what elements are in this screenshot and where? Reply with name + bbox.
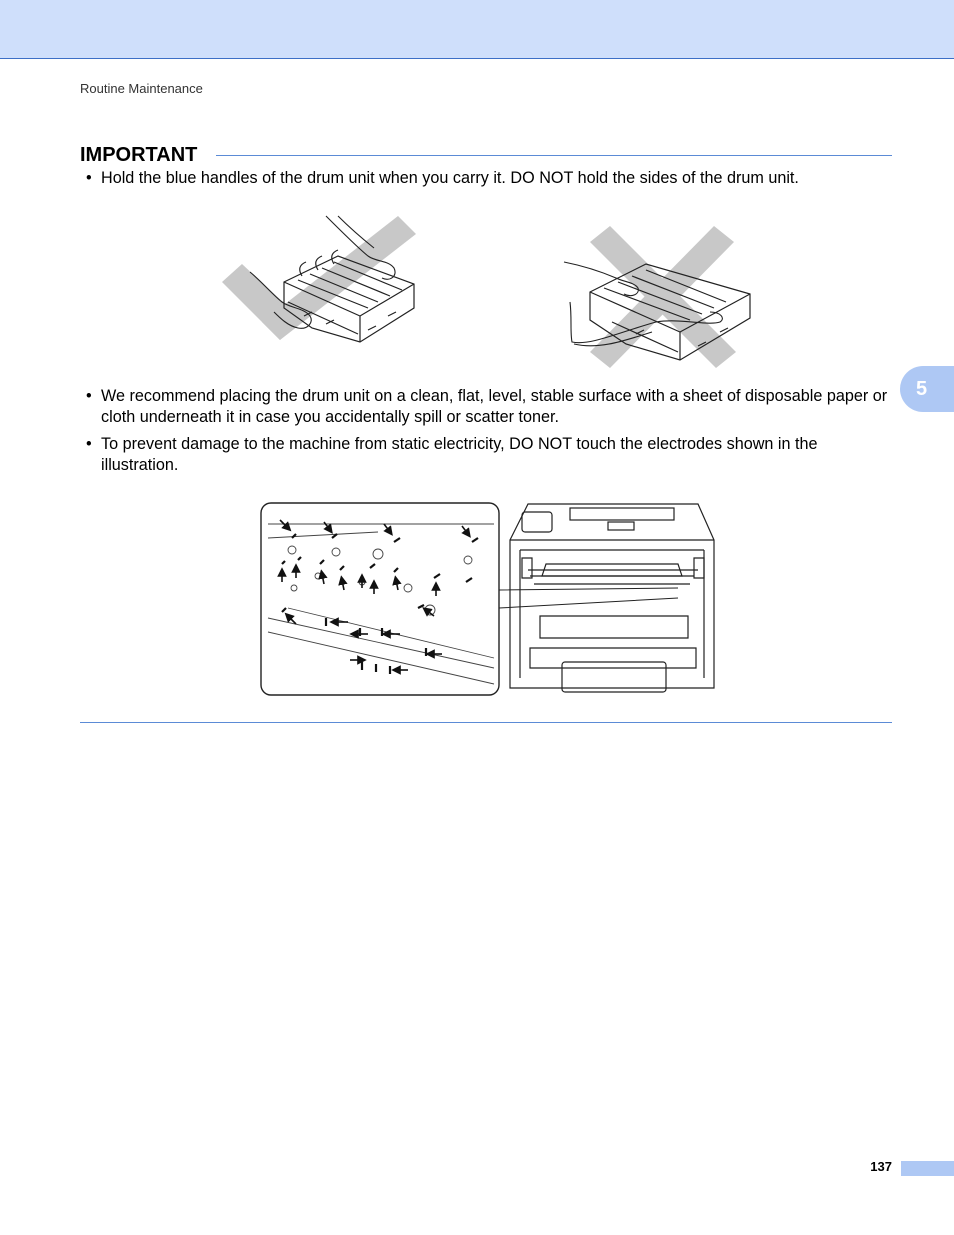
electrode-callout-panel: [261, 503, 499, 695]
important-rule: [216, 155, 892, 156]
important-end-rule: [80, 722, 892, 723]
chapter-tab: [900, 366, 954, 412]
running-head: Routine Maintenance: [80, 81, 203, 96]
chapter-number: 5: [916, 378, 928, 400]
drum-unit-wrong-hold-illustration: [560, 222, 760, 372]
bullet-item-electrodes: [86, 434, 892, 476]
important-title: IMPORTANT: [80, 144, 198, 166]
page-number-tab: [901, 1161, 954, 1176]
bullet-text: To prevent damage to the machine from static electricity, DO NOT touch the electrodes shown in the illustration.: [101, 435, 818, 474]
bullet-item-surface: [86, 386, 892, 428]
page-number: 137: [870, 1159, 892, 1174]
bullet-text: We recommend placing the drum unit on a clean, flat, level, stable surface with a sheet of disposable paper or cloth underneath it in case you accidentally spill or scatter toner.: [101, 387, 888, 426]
printer-front-drawing: [510, 504, 714, 692]
electrodes-illustration: [258, 498, 718, 700]
important-heading: [80, 142, 892, 168]
bullet-glyph: •: [86, 169, 92, 187]
header-band: [0, 0, 954, 59]
drum-unit-correct-hold-illustration: [218, 212, 428, 360]
bullet-glyph: •: [86, 435, 92, 453]
bullet-item-carry: [86, 168, 892, 189]
bullet-glyph: •: [86, 387, 92, 405]
callout-pointer-lines: [499, 588, 678, 608]
bullet-text: Hold the blue handles of the drum unit when you carry it. DO NOT hold the sides of the drum unit.: [101, 169, 799, 187]
